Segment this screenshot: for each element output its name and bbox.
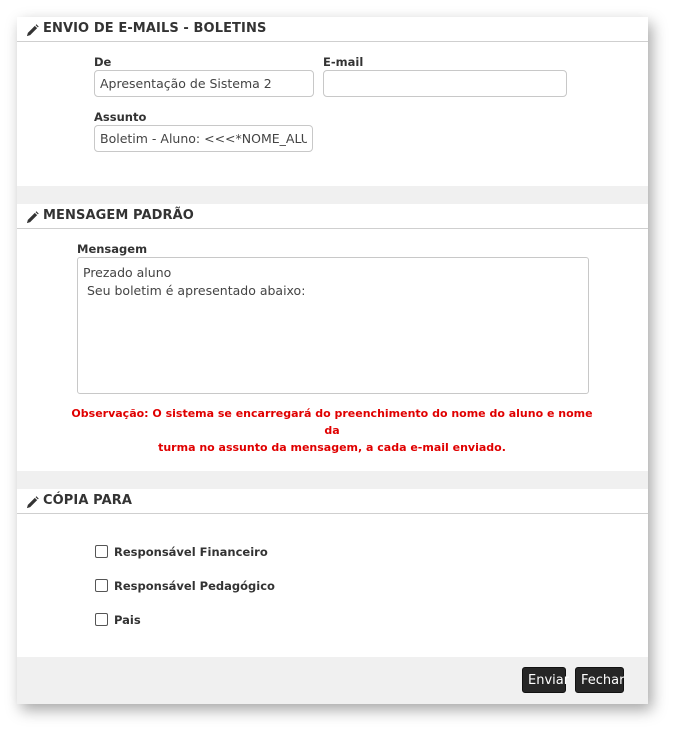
email-panel-header bbox=[17, 17, 648, 42]
pencil-icon bbox=[26, 24, 39, 37]
email-panel-title: ENVIO DE E-MAILS - BOLETINS bbox=[43, 21, 267, 36]
subject-input[interactable] bbox=[94, 125, 313, 152]
checkbox-label: Pais bbox=[114, 613, 141, 627]
pencil-icon bbox=[26, 211, 39, 224]
send-button[interactable]: Enviar bbox=[522, 667, 566, 693]
message-textarea[interactable] bbox=[77, 257, 589, 394]
from-label: De bbox=[94, 55, 112, 69]
message-panel-title: MENSAGEM PADRÃO bbox=[43, 208, 194, 223]
checkbox-pedagogical[interactable] bbox=[95, 579, 108, 592]
pencil-icon bbox=[26, 496, 39, 509]
message-label: Mensagem bbox=[77, 242, 148, 256]
email-dialog bbox=[17, 17, 648, 704]
copy-panel bbox=[17, 489, 648, 657]
checkbox-financial[interactable] bbox=[95, 545, 108, 558]
copy-panel-title: CÓPIA PARA bbox=[43, 493, 133, 508]
observation-note-line: Observação: O sistema se encarregará do preenchimento do nome do aluno e nome da bbox=[71, 407, 593, 437]
checkbox-label: Responsável Financeiro bbox=[114, 545, 268, 559]
observation-note-line: turma no assunto da mensagem, a cada e-mail enviado. bbox=[158, 441, 506, 454]
checkbox-label: Responsável Pedagógico bbox=[114, 579, 275, 593]
copy-panel-header bbox=[17, 489, 648, 514]
email-label: E-mail bbox=[323, 55, 364, 69]
checkbox-parents[interactable] bbox=[95, 613, 108, 626]
from-input[interactable] bbox=[94, 70, 314, 97]
email-panel bbox=[17, 17, 648, 186]
observation-note bbox=[67, 405, 597, 456]
email-input[interactable] bbox=[323, 70, 567, 97]
message-panel bbox=[17, 204, 648, 471]
message-line: Seu boletim é apresentado abaixo: bbox=[83, 283, 306, 298]
message-panel-header bbox=[17, 204, 648, 229]
message-line: Prezado aluno bbox=[83, 265, 172, 280]
subject-label: Assunto bbox=[94, 110, 147, 124]
close-button[interactable]: Fechar bbox=[575, 667, 624, 693]
